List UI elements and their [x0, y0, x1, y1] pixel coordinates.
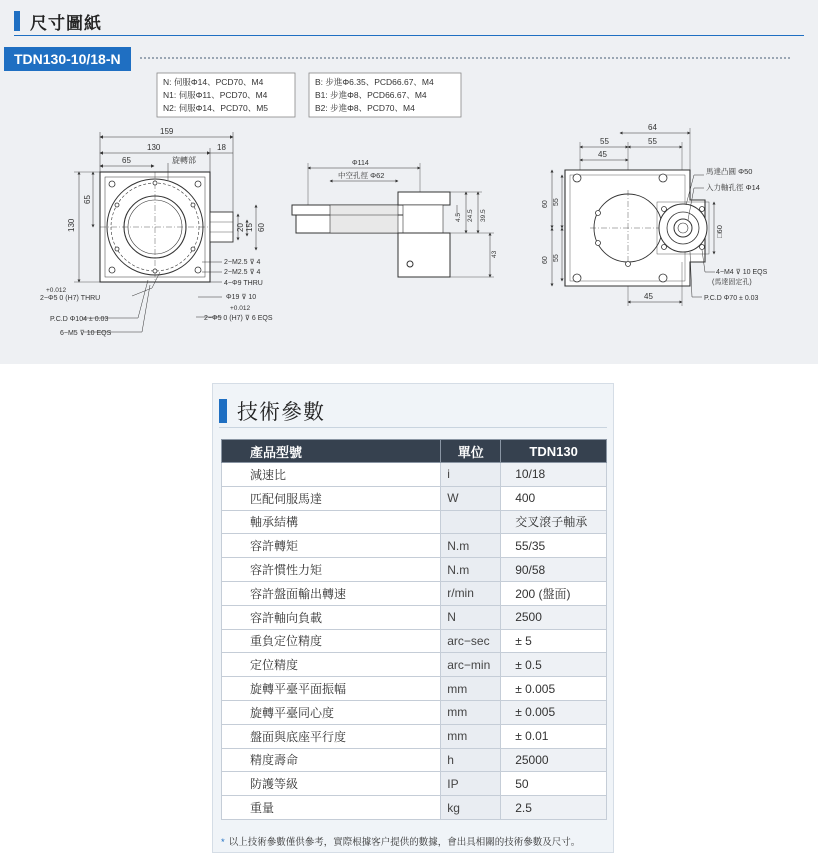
dim-label: 55 — [553, 198, 560, 206]
param-value-cell: 2500 — [501, 605, 607, 629]
param-value-cell: 90/58 — [501, 558, 607, 582]
param-value-cell: ± 0.5 — [501, 653, 607, 677]
input-bore-label: 入力軸孔徑 Φ14 — [706, 183, 760, 192]
param-name-cell: 減速比 — [222, 463, 441, 487]
table-row — [222, 772, 607, 796]
note-m2-5: 2−M2.5 ⊽ 4 — [224, 259, 261, 266]
table-row — [222, 677, 607, 701]
note-phi19: Φ19 ⊽ 10 — [226, 294, 257, 301]
legend-stepper-line: B1: 步進Φ8、PCD66.67、M4 — [315, 90, 427, 100]
param-value-cell: ± 0.005 — [501, 677, 607, 701]
param-unit-cell: mm — [441, 677, 501, 701]
dim-label: Φ114 — [352, 160, 369, 167]
dotted-divider — [140, 57, 790, 59]
param-unit-cell — [441, 510, 501, 534]
param-unit-cell: arc−sec — [441, 629, 501, 653]
title-divider — [14, 35, 804, 36]
legend-stepper-line: B2: 步進Φ8、PCD70、M4 — [315, 103, 415, 113]
dim-label: 20 — [236, 223, 245, 232]
param-name-cell: 旋轉平臺同心度 — [222, 700, 441, 724]
motor-hole-note: (馬達固定孔) — [712, 279, 752, 286]
title-accent-bar — [219, 399, 227, 423]
note-m2-5: 2−M2.5 ⊽ 4 — [224, 269, 261, 276]
param-unit-cell: i — [441, 463, 501, 487]
tolerance-label: +0.012 — [46, 287, 67, 294]
spec-table — [221, 439, 607, 820]
section-title-params — [219, 396, 325, 426]
param-value-cell: 25000 — [501, 748, 607, 772]
param-unit-cell: h — [441, 748, 501, 772]
rear-view — [552, 128, 715, 306]
dim-label: 60 — [542, 200, 549, 208]
dim-label: 60 — [542, 256, 549, 264]
table-row — [222, 605, 607, 629]
param-value-cell: 50 — [501, 772, 607, 796]
model-tab: TDN130-10/18-N — [4, 47, 131, 71]
dimension-drawing-section — [0, 0, 818, 364]
legend-servo-line: N1: 伺服Φ11、PCD70、M4 — [163, 90, 268, 100]
param-name-cell: 旋轉平臺平面振幅 — [222, 677, 441, 701]
dim-label: 4.5 — [455, 212, 462, 222]
front-view — [74, 132, 256, 332]
title-accent-bar — [14, 11, 20, 31]
table-row — [222, 510, 607, 534]
table-row — [222, 558, 607, 582]
param-name-cell: 軸承結構 — [222, 510, 441, 534]
param-value-cell: 2.5 — [501, 796, 607, 820]
dim-label: 45 — [644, 292, 653, 301]
table-row — [222, 629, 607, 653]
section-title-dimensions — [14, 10, 102, 32]
param-name-cell: 匹配伺服馬達 — [222, 486, 441, 510]
dim-label: 65 — [83, 195, 92, 204]
technical-parameters-panel — [212, 383, 614, 853]
footnote-star: * — [221, 837, 225, 848]
legend-stepper-box — [309, 73, 461, 117]
note-2phi5-thru: 2−Φ5 0 (H7) THRU — [40, 295, 101, 302]
table-header-row — [222, 440, 607, 463]
table-row — [222, 534, 607, 558]
table-row — [222, 463, 607, 487]
legend-stepper-line: B: 步進Φ6.35、PCD66.67、M4 — [315, 77, 434, 87]
dim-label: 15 — [245, 223, 254, 232]
dim-label: 64 — [648, 123, 657, 132]
param-unit-cell: W — [441, 486, 501, 510]
dim-label: 45 — [598, 150, 607, 159]
table-row — [222, 653, 607, 677]
param-name-cell: 盤面與底座平行度 — [222, 724, 441, 748]
side-view — [292, 163, 494, 277]
params-divider — [219, 427, 607, 428]
legend-servo-line: N: 伺服Φ14、PCD70、M4 — [163, 77, 264, 87]
dim-label: 24.5 — [467, 209, 474, 222]
param-value-cell: ± 0.005 — [501, 700, 607, 724]
note-4m4: 4−M4 ⊽ 10 EQS — [716, 269, 768, 276]
param-unit-cell: mm — [441, 724, 501, 748]
hollow-bore-label: 中空孔徑 Φ62 — [338, 171, 385, 180]
note-phi9-thru: 4−Φ9 THRU — [224, 280, 263, 287]
note-6m5: 6−M5 ⊽ 10 EQS — [60, 330, 112, 337]
note-2phi5-eqs: 2−Φ5 0 (H7) ⊽ 6 EQS — [204, 315, 273, 322]
param-name-cell: 容許慣性力矩 — [222, 558, 441, 582]
dim-label: 130 — [147, 143, 161, 152]
header-unit: 單位 — [441, 440, 501, 463]
param-name-cell: 容許軸向負載 — [222, 605, 441, 629]
param-name-cell: 精度壽命 — [222, 748, 441, 772]
dim-label: 55 — [648, 137, 657, 146]
param-name-cell: 重負定位精度 — [222, 629, 441, 653]
param-value-cell: 55/35 — [501, 534, 607, 558]
params-title: 技術參數 — [237, 401, 325, 424]
dim-label: 39.5 — [480, 209, 487, 222]
param-name-cell: 重量 — [222, 796, 441, 820]
table-row — [222, 748, 607, 772]
dim-label: 130 — [67, 218, 76, 232]
table-row — [222, 796, 607, 820]
table-row — [222, 486, 607, 510]
legend-servo-line: N2: 伺服Φ14、PCD70、M5 — [163, 103, 269, 113]
param-name-cell: 定位精度 — [222, 653, 441, 677]
dim-label: 55 — [553, 254, 560, 262]
motor-boss-label: 馬達凸圓 Φ50 — [706, 167, 753, 176]
dim-label: 43 — [491, 250, 498, 258]
table-row — [222, 724, 607, 748]
table-row — [222, 700, 607, 724]
param-unit-cell: arc−min — [441, 653, 501, 677]
note-pcd-104: P.C.D Φ104 ± 0.03 — [50, 316, 109, 323]
param-unit-cell: mm — [441, 700, 501, 724]
param-name-cell: 容許盤面輸出轉速 — [222, 581, 441, 605]
param-unit-cell: N — [441, 605, 501, 629]
param-unit-cell: kg — [441, 796, 501, 820]
tolerance-label: +0.012 — [230, 305, 251, 312]
dim-label: 18 — [217, 143, 226, 152]
technical-drawing — [0, 70, 818, 360]
rotating-part-label: 旋轉部 — [172, 156, 196, 165]
square-60-label: □60 — [715, 225, 724, 238]
param-value-cell: 400 — [501, 486, 607, 510]
param-unit-cell: r/min — [441, 581, 501, 605]
param-name-cell: 防護等級 — [222, 772, 441, 796]
dim-label: 60 — [257, 223, 266, 232]
param-name-cell: 容許轉矩 — [222, 534, 441, 558]
footnote-text: 以上技術參數僅供參考，實際根據客户提供的數據，會出具相關的技術參數及尺寸。 — [228, 837, 581, 848]
note-pcd-70: P.C.D Φ70 ± 0.03 — [704, 295, 759, 302]
table-row — [222, 581, 607, 605]
param-value-cell: 200 (盤面) — [501, 581, 607, 605]
header-model: 產品型號 — [222, 440, 441, 463]
param-value-cell: ± 5 — [501, 629, 607, 653]
dim-label: 65 — [122, 156, 131, 165]
legend-servo-box — [157, 73, 295, 117]
param-unit-cell: N.m — [441, 558, 501, 582]
header-tdn130: TDN130 — [501, 440, 607, 463]
param-value-cell: 交叉滾子軸承 — [501, 510, 607, 534]
dimensions-title: 尺寸圖紙 — [30, 13, 102, 33]
footnote — [221, 834, 580, 848]
param-unit-cell: IP — [441, 772, 501, 796]
param-value-cell: 10/18 — [501, 463, 607, 487]
dim-label: 55 — [600, 137, 609, 146]
param-value-cell: ± 0.01 — [501, 724, 607, 748]
dim-label: 159 — [160, 127, 174, 136]
param-unit-cell: N.m — [441, 534, 501, 558]
